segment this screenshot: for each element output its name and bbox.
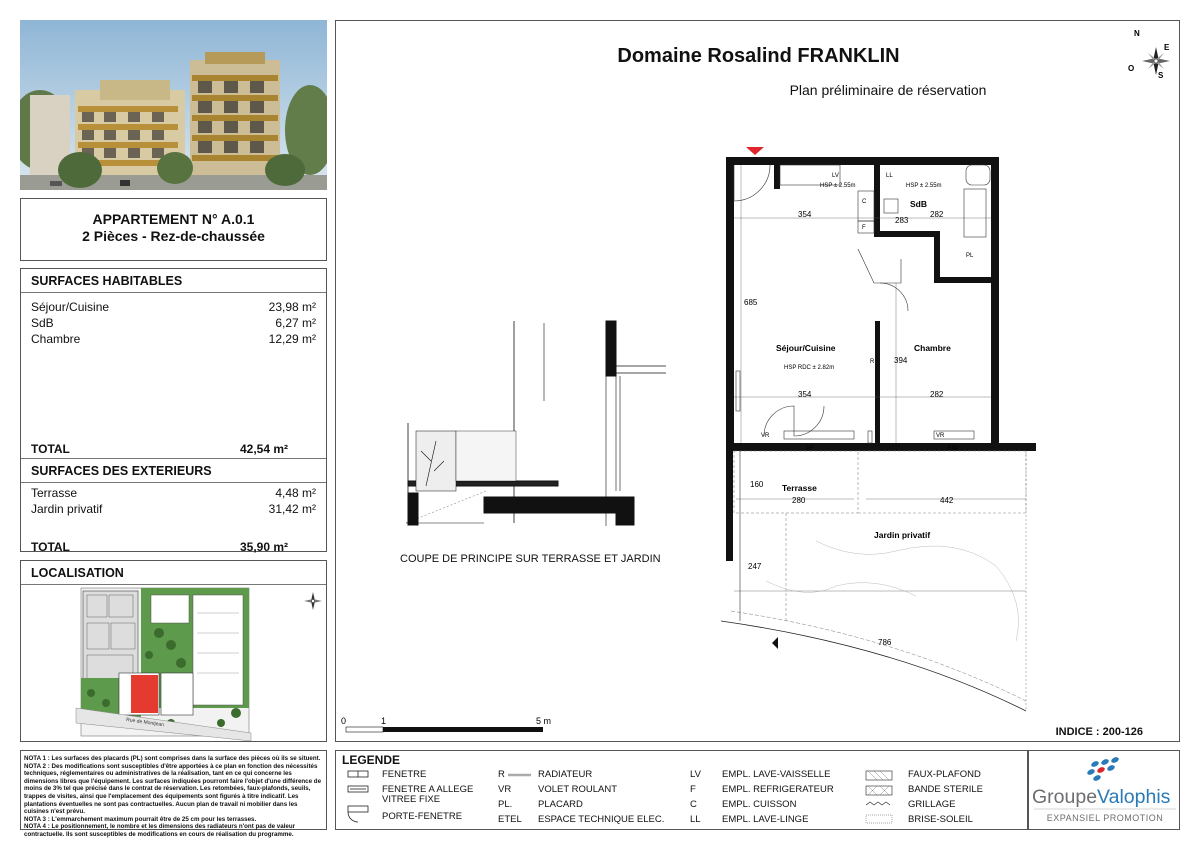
- room-label-sejour: Séjour/Cuisine: [776, 343, 836, 353]
- room-label-sdb: SdB: [910, 199, 927, 209]
- room-area: 23,98 m²: [268, 300, 316, 314]
- room-name: SdB: [31, 316, 54, 330]
- company-logo: [1028, 750, 1180, 830]
- compass-icon: [1128, 29, 1170, 80]
- dim-786: 786: [878, 638, 892, 647]
- legend-radiateur: RADIATEUR: [538, 769, 593, 780]
- legend-code: LL: [690, 814, 701, 825]
- scale-five: 5 m: [536, 716, 552, 726]
- habitable-total-row: [21, 440, 326, 458]
- building-photo: [20, 20, 327, 190]
- section-arrow-icon: [772, 637, 778, 649]
- pl-label: PL: [966, 253, 974, 259]
- grillage-symbol-icon: [866, 802, 890, 805]
- room-label-jardin: Jardin privatif: [874, 530, 931, 540]
- total-label: TOTAL: [31, 540, 70, 554]
- f-label: F: [862, 225, 866, 231]
- note-4: NOTA 4 : Le positionnement, le nombre et les dimensions des radiateurs n'ont pas de valeur contractuelle. Ils sont susceptibles de modifications en cours de réalisation du programme.: [24, 823, 296, 838]
- faux-plafond-symbol-icon: [866, 771, 892, 780]
- legend-title: LEGENDE: [342, 753, 401, 767]
- vr-label-2: VR: [936, 433, 945, 439]
- apartment-header: [20, 198, 327, 261]
- legend-code: R: [498, 769, 505, 780]
- dim-354-top: 354: [798, 210, 812, 219]
- room-name: Séjour/Cuisine: [31, 300, 110, 314]
- exterior-areas: [721, 451, 1026, 711]
- plan-fixtures: [734, 165, 990, 443]
- legend-code: F: [690, 784, 696, 795]
- legend-grillage: GRILLAGE: [908, 799, 956, 810]
- exterior-total-row: [21, 539, 326, 555]
- notes-panel: [20, 750, 327, 838]
- dim-354-bot: 354: [798, 390, 812, 399]
- hsp-rdc-label: HSP RDC ± 2.82m: [784, 365, 835, 371]
- section-caption: COUPE DE PRINCIPE SUR TERRASSE ET JARDIN: [400, 553, 661, 565]
- section-drawing: [406, 321, 666, 526]
- note-3: NOTA 3 : L'emmarchement maximum pourrait être de 25 cm pour les terrasses.: [24, 815, 257, 823]
- dim-247: 247: [748, 562, 762, 571]
- dim-280: 280: [792, 496, 806, 505]
- localisation-heading: LOCALISATION: [21, 561, 326, 585]
- legend-lave-vaisselle: EMPL. LAVE-VAISSELLE: [722, 769, 831, 780]
- dim-685: 685: [744, 298, 758, 307]
- legend-fenetre: FENETRE: [382, 769, 427, 780]
- legend-code: PL.: [498, 799, 513, 810]
- legend-espace-technique: ESPACE TECHNIQUE ELEC.: [538, 814, 665, 825]
- brise-soleil-symbol-icon: [866, 815, 892, 823]
- legend-bande-sterile: BANDE STERILE: [908, 784, 983, 795]
- lv-label: LV: [832, 173, 839, 179]
- scale-one: 1: [381, 716, 387, 726]
- french-door-symbol-icon: [348, 806, 368, 822]
- legend-panel: [335, 750, 1028, 830]
- legend-code: VR: [498, 784, 512, 795]
- note-1: NOTA 1 : Les surfaces des placards (PL) sont comprises dans la surface des pièces où ils se situent.: [24, 755, 321, 762]
- room-row: [21, 485, 326, 501]
- compass-s: S: [1158, 71, 1164, 80]
- room-name: Jardin privatif: [31, 502, 103, 516]
- total-value: 42,54 m²: [239, 442, 288, 456]
- radiator-label: R: [870, 359, 875, 365]
- indice-label: INDICE : 200-126: [1055, 726, 1143, 738]
- logo-mark-icon: [1086, 756, 1119, 782]
- legend-code: ETEL: [498, 814, 522, 825]
- hsp-lv-label: HSP ± 2.55m: [820, 183, 856, 189]
- compass-icon: [304, 592, 322, 610]
- dim-394: 394: [894, 356, 908, 365]
- compass-n: N: [1134, 29, 1140, 38]
- total-value: 35,90 m²: [239, 540, 288, 554]
- room-area: 4,48 m²: [275, 486, 316, 500]
- room-area: 31,42 m²: [268, 502, 316, 516]
- legend-code: LV: [690, 769, 701, 780]
- legend-volet-roulant: VOLET ROULANT: [538, 784, 618, 795]
- plan-title: Domaine Rosalind FRANKLIN: [617, 45, 900, 67]
- total-label: TOTAL: [31, 442, 70, 456]
- dim-442: 442: [940, 496, 954, 505]
- floor-plan-panel: [335, 20, 1180, 742]
- dim-283: 283: [895, 216, 909, 225]
- surfaces-habitables-heading: SURFACES HABITABLES: [21, 269, 326, 293]
- apartment-subtitle: 2 Pièces - Rez-de-chaussée: [82, 228, 265, 244]
- room-area: 12,29 m²: [268, 332, 316, 346]
- room-name: Terrasse: [31, 486, 78, 500]
- svg-text:GroupeValophis: [1032, 786, 1171, 808]
- logo-brand-a: Groupe: [1032, 786, 1098, 808]
- legend-lave-linge: EMPL. LAVE-LINGE: [722, 814, 809, 825]
- fav-label: FAV: [948, 446, 959, 452]
- site-map: [21, 583, 326, 741]
- hsp-sdb-label: HSP ± 2.55m: [906, 183, 942, 189]
- compass-e: E: [1164, 43, 1170, 52]
- room-label-chambre: Chambre: [914, 343, 951, 353]
- legend-placard: PLACARD: [538, 799, 583, 810]
- ll-label: LL: [886, 173, 893, 179]
- logo-tagline: EXPANSIEL PROMOTION: [1046, 813, 1164, 823]
- legend-refrigerateur: EMPL. REFRIGERATEUR: [722, 784, 834, 795]
- scale-zero: 0: [341, 716, 347, 726]
- room-row: [21, 501, 326, 517]
- vr-label: VR: [761, 433, 770, 439]
- pf-label: PF: [806, 446, 814, 452]
- apartment-title: APPARTEMENT N° A.0.1: [92, 211, 255, 227]
- logo-brand-b: Valophis: [1097, 786, 1171, 808]
- room-row: [21, 315, 326, 331]
- entrance-arrow-icon: [746, 147, 764, 155]
- room-name: Chambre: [31, 332, 81, 346]
- surfaces-panel: [20, 268, 327, 552]
- legend-brise-soleil: BRISE-SOLEIL: [908, 814, 973, 825]
- scale-bar: [341, 716, 551, 732]
- dim-282-bot: 282: [930, 390, 944, 399]
- legend-faux-plafond: FAUX-PLAFOND: [908, 769, 981, 780]
- plan-subtitle: Plan préliminaire de réservation: [789, 82, 987, 98]
- room-row: [21, 299, 326, 315]
- c-label: C: [862, 199, 867, 205]
- compass-o: O: [1128, 64, 1135, 73]
- street-label: Rue de Montjean: [125, 717, 165, 729]
- surfaces-exterieurs-heading: SURFACES DES EXTERIEURS: [21, 458, 326, 483]
- fixed-glass-window-symbol-icon: [348, 786, 368, 792]
- legend-porte-fenetre: PORTE-FENETRE: [382, 811, 463, 822]
- room-area: 6,27 m²: [275, 316, 316, 330]
- legend-cuisson: EMPL. CUISSON: [722, 799, 797, 810]
- legend-fenetre-allege: FENETRE A ALLEGE VITREE FIXE: [382, 784, 474, 805]
- legend-code: C: [690, 799, 697, 810]
- dim-160: 160: [750, 480, 764, 489]
- apartment-walls: [726, 157, 1036, 561]
- room-label-terrasse: Terrasse: [782, 483, 817, 493]
- localisation-panel: [20, 560, 327, 742]
- bande-sterile-symbol-icon: [866, 786, 892, 795]
- note-2: NOTA 2 : Des modifications sont susceptibles d'être apportées à ce plan en fonction des nécessités techniques, réglementaires ou administratives de la réalisation, tant en ce qui concerne les dimensions libres que l'équipement. Les surfaces indiquées pourront faire l'objet d'une différence de moins de 3% tel que précisé dans le contrat de réservation. Les retombées, faux-plafonds, seuils, trappes de visites, ainsi que l'emplacement des équipements sont figurés à titre indicatif. Les plantations éventuelles ne sont pas contractuelles. Aucun plan de travail ni mobilier dans les cuisines n'est prévu.: [24, 762, 322, 816]
- room-row: [21, 331, 326, 347]
- window-symbol-icon: [348, 771, 368, 777]
- dim-282-top: 282: [930, 210, 944, 219]
